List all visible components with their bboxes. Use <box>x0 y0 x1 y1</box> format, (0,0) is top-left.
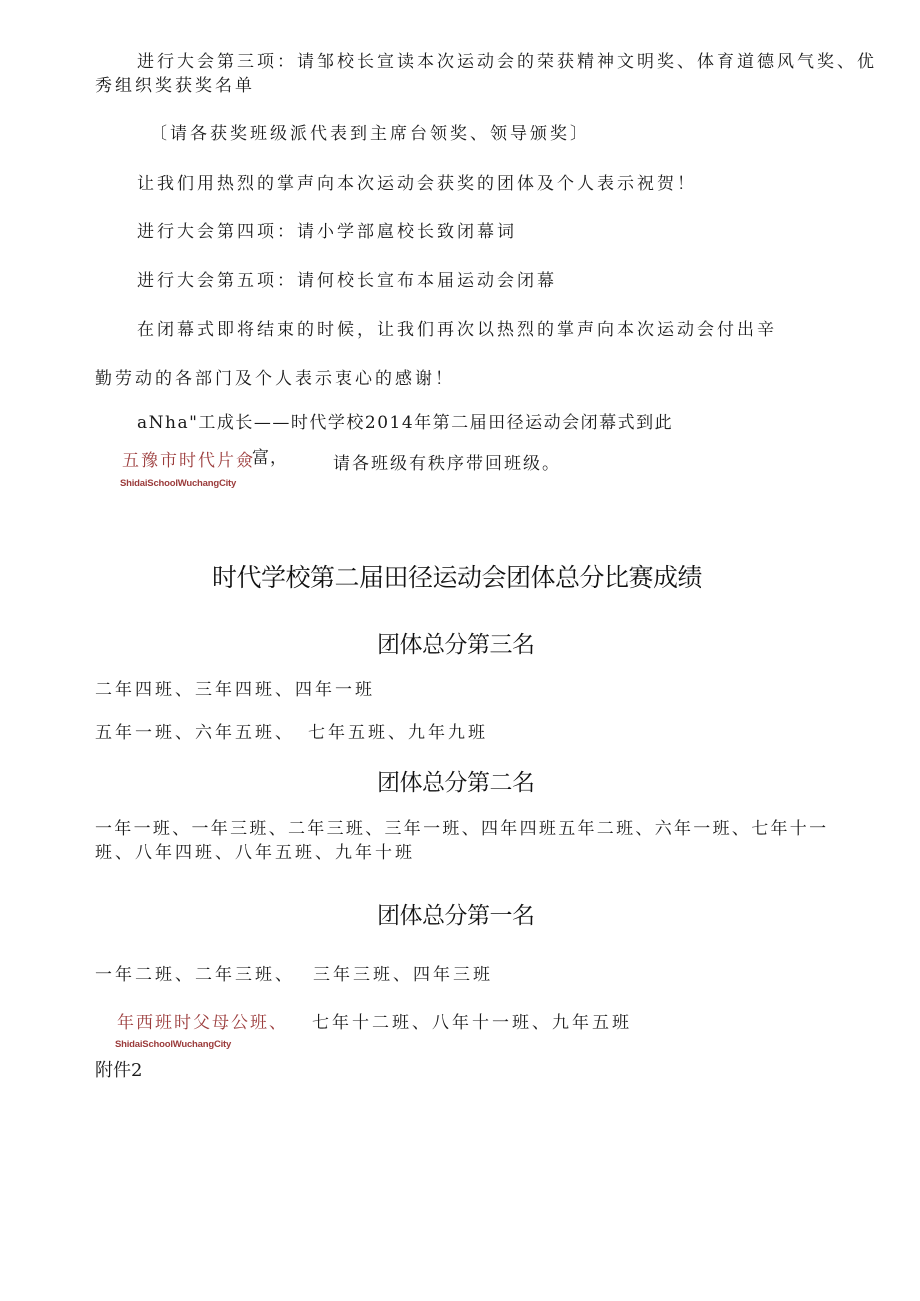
end-line: aNha"工成长——时代学校2014年第二届田径运动会闭幕式到此 <box>137 413 674 433</box>
watermark-suffix-1: 富， <box>252 448 288 468</box>
third-place-line1: 二年四班、三年四班、四年一班 <box>95 680 375 700</box>
third-place-line2b: 七年五班、九年九班 <box>308 723 488 743</box>
award-note: 〔请各获奖班级派代表到主席台领奖、领导颁奖〕 <box>150 124 590 144</box>
return-note: 请各班级有秩序带回班级。 <box>333 454 561 474</box>
item5-text: 进行大会第五项：请何校长宣布本届运动会闭幕 <box>137 271 557 291</box>
closing-line2: 勤劳动的各部门及个人表示衷心的感谢！ <box>95 369 455 389</box>
second-place-heading: 团体总分第二名 <box>377 770 535 796</box>
item4-text: 进行大会第四项：请小学部扈校长致闭幕词 <box>137 222 517 242</box>
first-place-line1a: 一年二班、二年三班、 <box>95 965 295 985</box>
third-place-line2a: 五年一班、六年五班、 <box>95 723 295 743</box>
first-place-line2b: 七年十二班、八年十一班、九年五班 <box>312 1013 632 1033</box>
applause-text: 让我们用热烈的掌声向本次运动会获奖的团体及个人表示祝贺！ <box>137 174 697 194</box>
attachment-label: 附件2 <box>95 1060 143 1081</box>
watermark-text-1: 五豫市时代片僉 <box>122 451 255 471</box>
second-place-line2: 班、八年四班、八年五班、九年十班 <box>95 843 415 863</box>
watermark-sub-2: ShidaiSchoolWuchangCity <box>115 1039 232 1050</box>
results-title: 时代学校第二届田径运动会团体总分比赛成绩 <box>212 563 703 592</box>
closing-line1: 在闭幕式即将结束的时候，让我们再次以热烈的掌声向本次运动会付出辛 <box>137 320 777 340</box>
item3-line1: 进行大会第三项：请邹校长宣读本次运动会的荣获精神文明奖、体育道德风气奖、优 <box>137 52 877 72</box>
item3-line2: 秀组织奖获奖名单 <box>95 76 255 96</box>
third-place-heading: 团体总分第三名 <box>377 632 535 658</box>
second-place-line1: 一年一班、一年三班、二年三班、三年一班、四年四班五年二班、六年一班、七年十一 <box>95 819 829 839</box>
first-place-heading: 团体总分第一名 <box>377 903 535 929</box>
watermark-sub-1: ShidaiSchoolWuchangCity <box>120 478 237 489</box>
first-place-line1b: 三年三班、四年三班 <box>313 965 493 985</box>
watermark-text-2: 年西班时父母公班、 <box>117 1013 288 1033</box>
